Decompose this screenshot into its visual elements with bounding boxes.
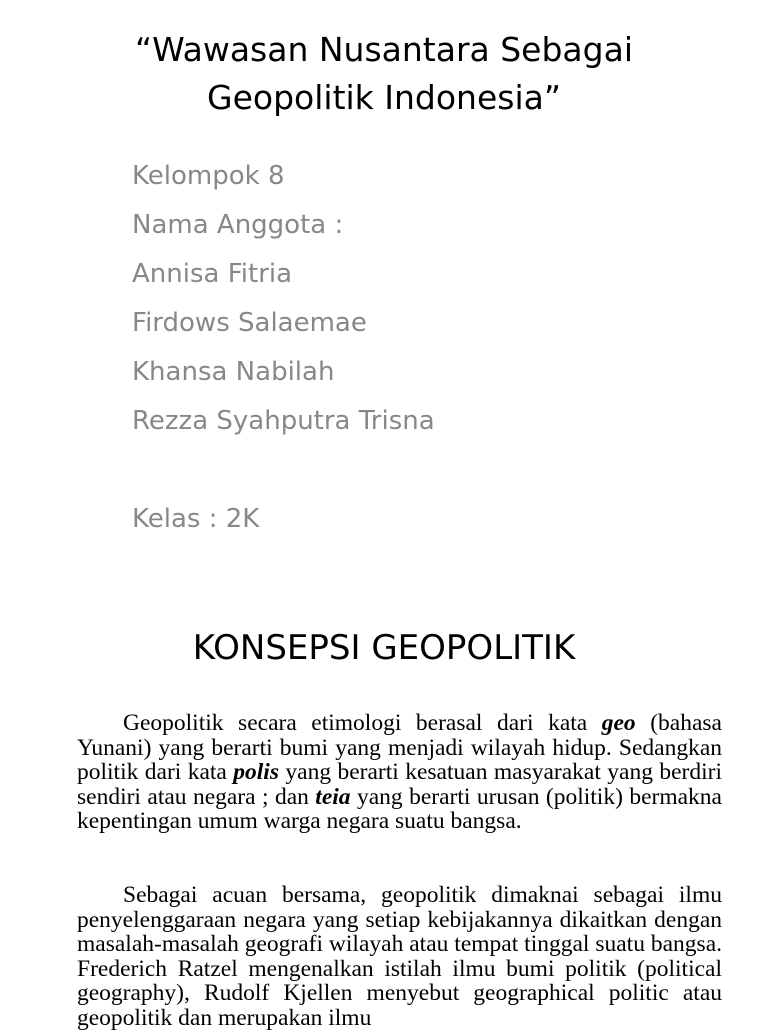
section-heading: KONSEPSI GEOPOLITIK — [192, 628, 576, 668]
paragraph-1-text: yang berarti kesatuan masyarakat yang berdiri sendiri atau negara ; dan — [77, 759, 722, 810]
member-name: Rezza Syahputra Trisna — [132, 406, 435, 436]
spacer — [132, 446, 435, 495]
members-label: Nama Anggota : — [132, 210, 344, 240]
term-teia: teia — [315, 783, 351, 810]
paragraph-1-text: Geopolitik secara etimologi berasal dari kata — [123, 710, 602, 736]
term-geo: geo — [601, 710, 636, 736]
title-line-1: “Wawasan Nusantara Sebagai — [135, 30, 633, 69]
member-name: Annisa Fitria — [132, 259, 293, 289]
presentation-title — [0, 26, 768, 122]
member-name: Firdows Salaemae — [132, 308, 367, 338]
group-number: Kelompok 8 — [132, 161, 285, 191]
body-text — [77, 711, 722, 1031]
member-name: Khansa Nabilah — [132, 357, 335, 387]
term-polis: polis — [233, 759, 279, 786]
group-info — [132, 152, 435, 544]
title-line-2: Geopolitik Indonesia” — [207, 78, 561, 117]
paragraph-1 — [77, 711, 722, 834]
class-label: Kelas : 2K — [132, 504, 260, 534]
paragraph-1-text: yang berarti urusan (politik) bermakna kepentingan umum warga negara suatu bangsa. — [77, 783, 722, 835]
paragraph-1-text: (bahasa Yunani) yang berarti bumi yang menjadi wilayah hidup. Sedangkan politik dari kata — [77, 710, 722, 786]
paragraph-2: Sebagai acuan bersama, geopolitik dimaknai sebagai ilmu penyelenggaraan negara yang setiap kebijakannya dikaitkan dengan masalah-masalah geografi wilayah atau tempat tinggal suatu bangsa. Frederich Ratzel mengenalkan istilah ilmu bumi politik (political geography), Rudolf Kjellen menyebut geographical politic atau geopolitik dan merupakan ilmu — [77, 881, 722, 1031]
